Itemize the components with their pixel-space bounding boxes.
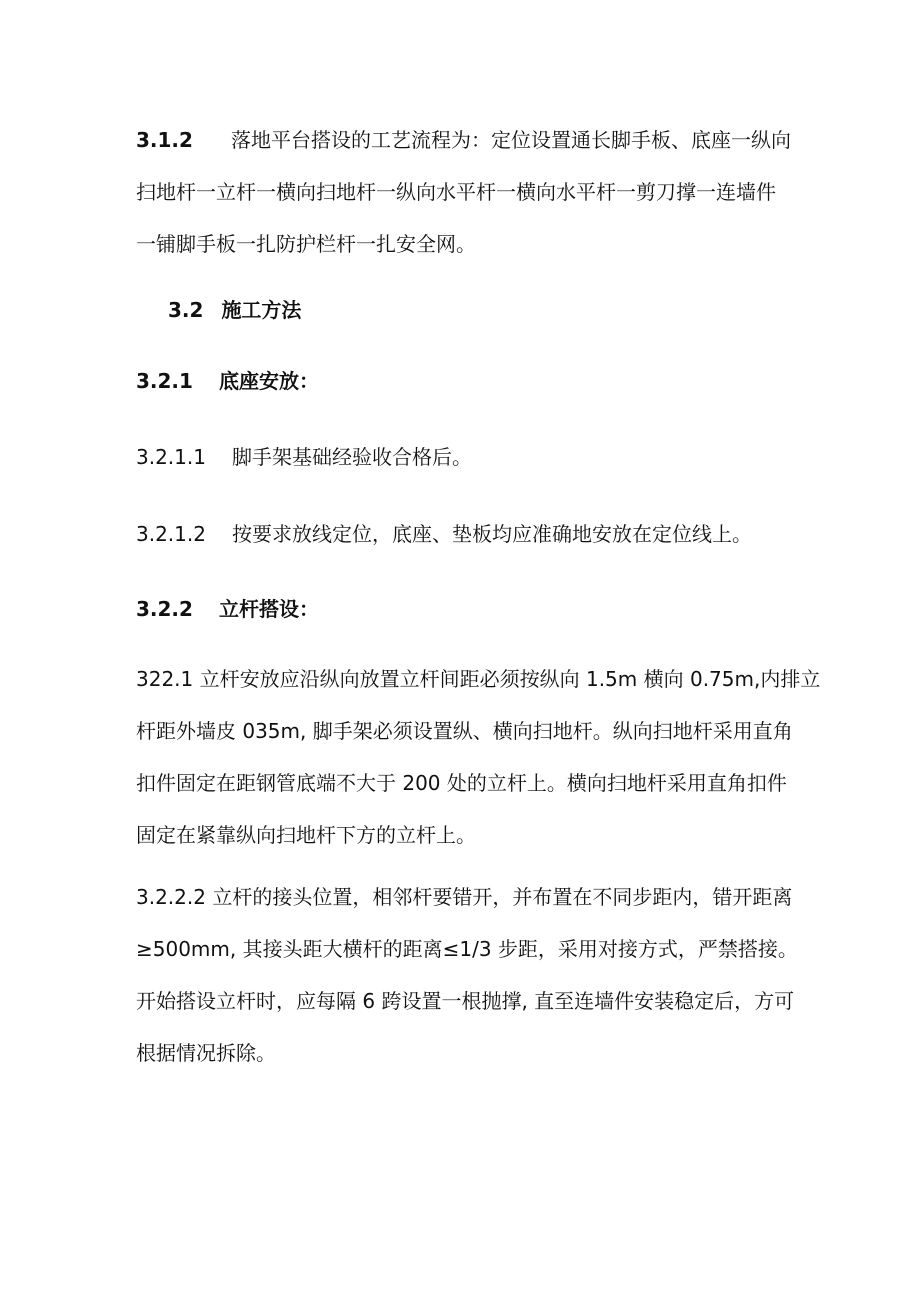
section-number: 3.1.2	[136, 128, 193, 152]
section-title: 施工方法	[221, 298, 302, 322]
paragraph-line: 杆距外墙皮 035m, 脚手架必须设置纵、横向扫地杆。纵向扫地杆采用直角	[136, 719, 793, 743]
item-number: 3.2.1.2	[136, 522, 206, 546]
paragraph-line: 开始搭设立杆时，应每隔 6 跨设置一根抛撑, 直至连墙件安装稳定后，方可	[136, 989, 795, 1013]
paragraph-line: ≥500mm, 其接头距大横杆的距离≤1/3 步距，采用对接方式，严禁搭接。	[136, 937, 798, 961]
paragraph-line: 扫地杆一立杆一横向扫地杆一纵向水平杆一横向水平杆一剪刀撑一连墙件	[136, 180, 776, 204]
paragraph-line: 一铺脚手板一扎防护栏杆一扎安全网。	[136, 232, 476, 256]
paragraph-3-2-2-2	[136, 880, 796, 1070]
paragraph-line: 322.1 立杆安放应沿纵向放置立杆间距必须按纵向 1.5m 横向 0.75m,内排立	[136, 667, 821, 691]
paragraph-line: 固定在紧靠纵向扫地杆下方的立杆上。	[136, 823, 476, 847]
item-text: 按要求放线定位，底座、垫板均应准确地安放在定位线上。	[231, 522, 752, 546]
section-title: 底座安放：	[218, 369, 319, 393]
section-number: 3.2	[168, 298, 204, 322]
section-3-1-2-first-line	[136, 123, 796, 157]
paragraph-line: 落地平台搭设的工艺流程为：定位设置通长脚手板、底座一纵向	[230, 128, 791, 152]
section-number: 3.2.2	[136, 597, 193, 621]
paragraph-322-1	[136, 662, 821, 852]
section-3-1-2	[136, 123, 796, 261]
section-title: 立杆搭设：	[218, 597, 319, 621]
paragraph-line: 3.2.2.2 立杆的接头位置，相邻杆要错开，并布置在不同步距内，错开距离	[136, 885, 793, 909]
paragraph-line: 扣件固定在距钢管底端不大于 200 处的立杆上。横向扫地杆采用直角扣件	[136, 771, 787, 795]
section-3-2-heading	[168, 293, 828, 327]
item-text: 脚手架基础经验收合格后。	[231, 445, 472, 469]
section-3-2-1-heading	[136, 364, 796, 398]
item-number: 3.2.1.1	[136, 445, 206, 469]
item-3-2-1-2	[136, 517, 796, 551]
section-number: 3.2.1	[136, 369, 193, 393]
section-3-2-2-heading	[136, 592, 796, 626]
paragraph-line: 根据情况拆除。	[136, 1041, 276, 1065]
item-3-2-1-1	[136, 440, 796, 474]
